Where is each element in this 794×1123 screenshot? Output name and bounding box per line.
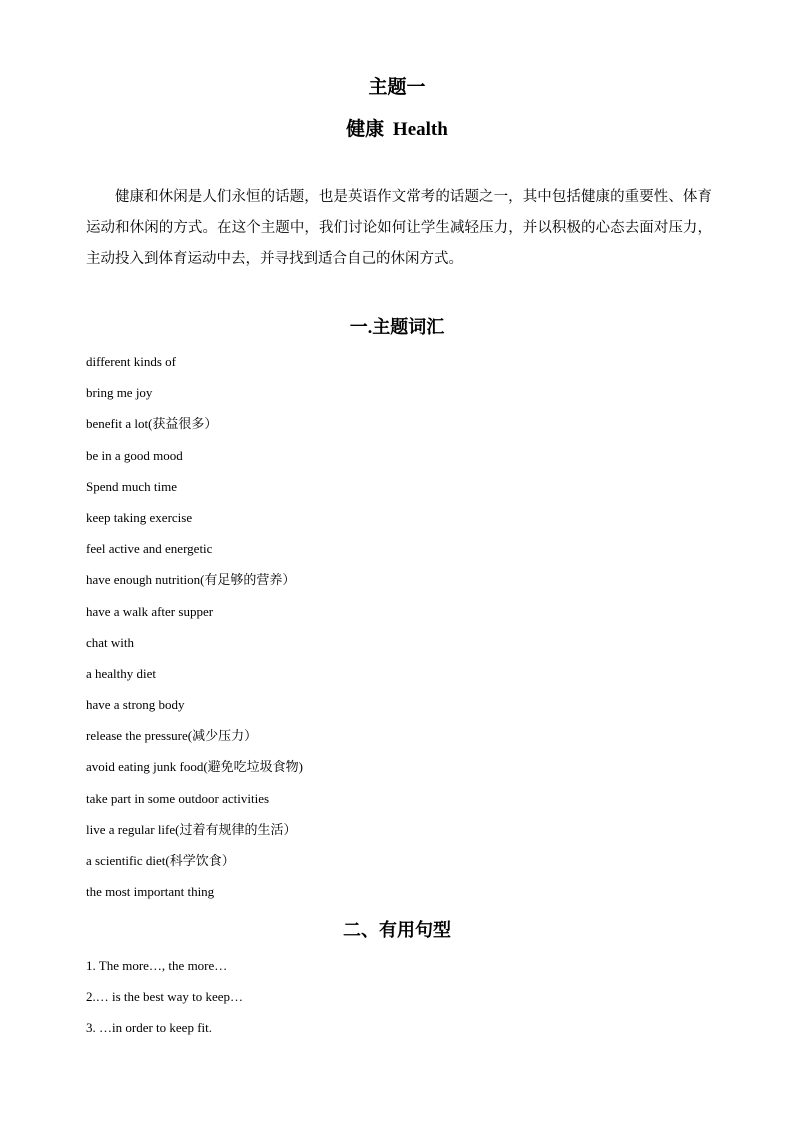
vocab-item: the most important thing bbox=[86, 884, 215, 900]
pattern-item: 3. …in order to keep fit. bbox=[86, 1020, 212, 1036]
page-subtitle: 健康 Health bbox=[346, 119, 448, 140]
vocab-item: avoid eating junk food(避免吃垃圾食物) bbox=[86, 759, 303, 775]
vocab-item: live a regular life(过着有规律的生活） bbox=[86, 821, 297, 837]
vocab-item: keep taking exercise bbox=[86, 509, 193, 525]
vocab-item: release the pressure(减少压力） bbox=[86, 728, 258, 744]
vocab-item: be in a good mood bbox=[86, 447, 183, 463]
vocab-item: feel active and energetic bbox=[86, 541, 213, 557]
pattern-list bbox=[86, 957, 243, 1051]
page-title: 主题一 bbox=[368, 77, 426, 98]
vocab-item: a scientific diet(科学饮食） bbox=[86, 853, 235, 868]
vocab-item: different kinds of bbox=[86, 354, 177, 369]
pattern-item: 2.… is the best way to keep… bbox=[86, 989, 244, 1005]
patterns-heading: 二、有用句型 bbox=[343, 920, 451, 940]
vocab-list bbox=[86, 353, 303, 914]
vocab-item: a healthy diet bbox=[86, 665, 157, 681]
vocab-item: take part in some outdoor activities bbox=[86, 790, 270, 806]
vocab-item: chat with bbox=[86, 634, 135, 650]
vocab-item: benefit a lot(获益很多） bbox=[86, 416, 218, 432]
vocab-item: Spend much time bbox=[86, 478, 177, 494]
vocab-item: bring me joy bbox=[86, 385, 153, 401]
vocab-item: have a strong body bbox=[86, 697, 185, 713]
pattern-item: 1. The more…, the more… bbox=[86, 958, 228, 973]
vocab-item: have a walk after supper bbox=[86, 603, 214, 619]
intro-paragraph: 健康和休闲是人们永恒的话题，也是英语作文常考的话题之一，其中包括健康的重要性、体育运动和休闲的方式。在这个主题中，我们讨论如何让学生减轻压力，并以积极的心态去面对压力，主动投入到体育运动中去，并寻找到适合自己的休闲方式。 bbox=[86, 189, 712, 267]
vocab-item: have enough nutrition(有足够的营养） bbox=[86, 572, 296, 588]
vocab-heading: 一.主题词汇 bbox=[349, 317, 445, 337]
